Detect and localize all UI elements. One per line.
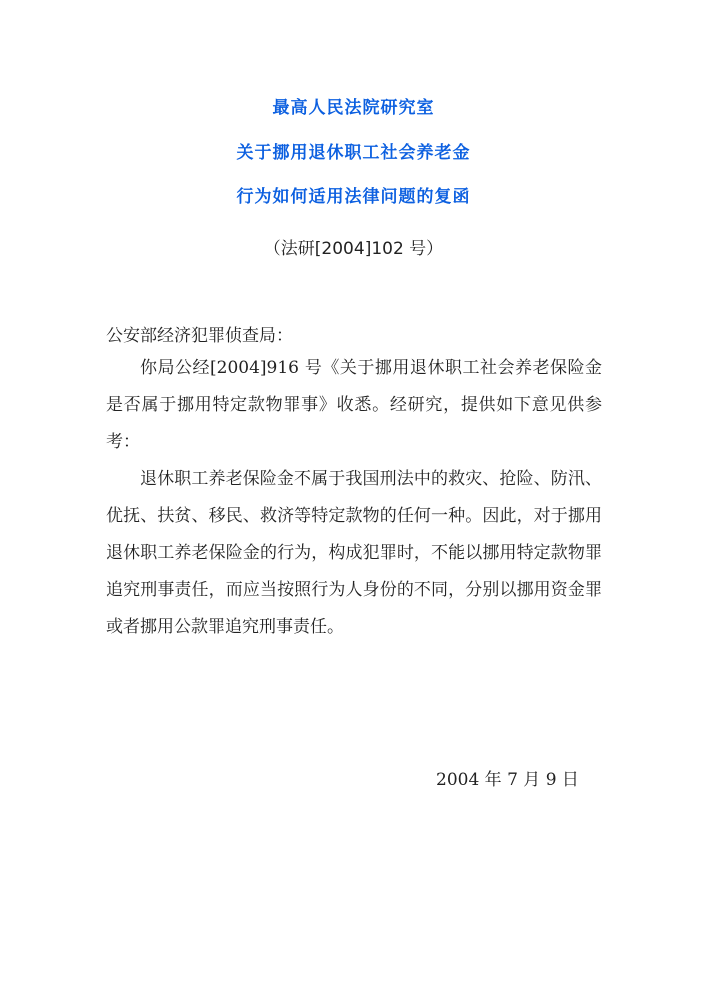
recipient-line: 公安部经济犯罪侦查局： bbox=[106, 326, 293, 346]
title-line-3: 行为如何适用法律问题的复函 bbox=[236, 187, 471, 207]
title-line-1: 最高人民法院研究室 bbox=[272, 98, 435, 118]
body-paragraph-1: 你局公经[2004]916 号《关于挪用退休职工社会养老保险金是否属于挪用特定款物罪事》收悉。经研究，提供如下意见供参考： bbox=[106, 358, 602, 452]
document-date: 2004 年 7 月 9 日 bbox=[436, 770, 579, 790]
title-line-2: 关于挪用退休职工社会养老金 bbox=[236, 143, 471, 163]
document-number: （法研[2004]102 号） bbox=[263, 239, 444, 259]
body-paragraph-2: 退休职工养老保险金不属于我国刑法中的救灾、抢险、防汛、优抚、扶贫、移民、救济等特定款物的任何一种。因此，对于挪用退休职工养老保险金的行为，构成犯罪时，不能以挪用特定款物罪追究刑事责任，而应当按照行为人身份的不同，分别以挪用资金罪或者挪用公款罪追究刑事责任。 bbox=[106, 469, 602, 637]
